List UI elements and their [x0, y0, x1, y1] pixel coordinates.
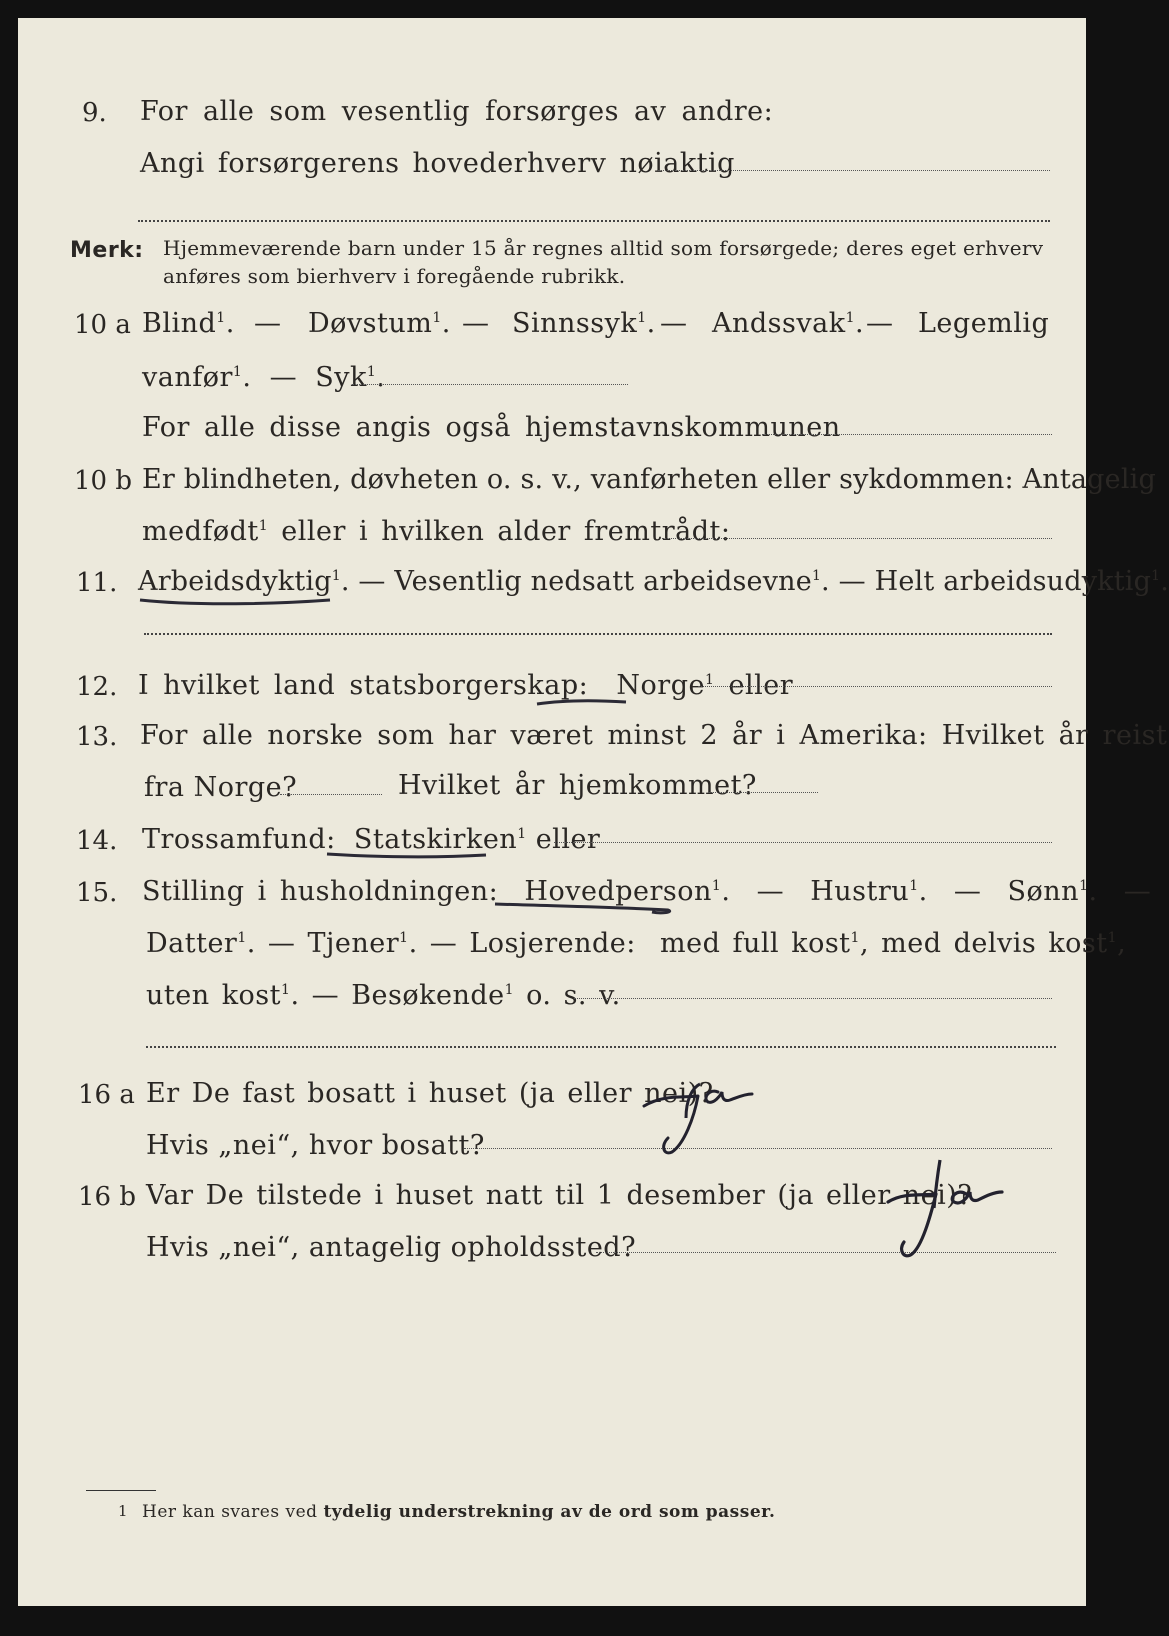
- q14-number: 14.: [76, 826, 118, 856]
- q16b-number: 16 b: [78, 1182, 136, 1212]
- dash: —: [660, 308, 688, 339]
- q10a-dovstum: Døvstum$^1$.: [308, 308, 451, 339]
- q12-norge[interactable]: Norge: [616, 670, 705, 701]
- merk-label: Merk:: [70, 238, 144, 263]
- merk-line1: Hjemmeværende barn under 15 år regnes alltid som forsørgede; deres eget erhverv: [163, 236, 1044, 260]
- q15-number: 15.: [76, 878, 118, 908]
- dash: —: [462, 308, 490, 339]
- q12-handwritten-underline: [534, 696, 630, 712]
- q13-year-left-line: [280, 794, 382, 795]
- q12-number: 12.: [76, 672, 118, 702]
- q10a-legemlig: Legemlig: [918, 308, 1050, 339]
- q10b-line1: Er blindheten, døvheten o. s. v., vanførheten eller sykdommen: Antagelig: [142, 464, 1156, 495]
- q16b-line1: Var De tilstede i huset natt til 1 desember (ja eller nei)?: [146, 1180, 973, 1211]
- q16b-line2: Hvis „nei“, antagelig opholdssted?: [146, 1232, 637, 1263]
- q16b-handwritten-answer: [874, 1138, 1014, 1268]
- q14-statskirken[interactable]: Statskirken: [353, 824, 518, 855]
- q15-line2: Datter$^1$. — Tjener$^1$. — Losjerende: med full kost$^1$, med delvis kost$^1$,: [146, 928, 1127, 959]
- q11-arbeidsdyktig[interactable]: Arbeidsdyktig: [138, 566, 332, 597]
- q10a-answer-line: [352, 384, 628, 385]
- q11-answer-line: [144, 633, 1052, 635]
- q9-line1: For alle som vesentlig forsørges av andre:: [140, 96, 774, 127]
- census-form-page: [18, 18, 1169, 1606]
- q13-line1: For alle norske som har været minst 2 år i Amerika: Hvilket år reist: [140, 720, 1168, 751]
- q15-answer-line-2: [146, 1046, 1056, 1048]
- q15-hovedperson[interactable]: Hovedperson: [524, 876, 712, 907]
- merk-line2: anføres som bierhverv i foregående rubrikk.: [163, 264, 626, 288]
- q15-line3: uten kost$^1$. — Besøkende$^1$ o. s. v.: [146, 980, 621, 1011]
- footnote-mark: 1: [118, 1502, 129, 1520]
- q9-line2: Angi forsørgerens hovederhverv nøiaktig: [140, 148, 735, 179]
- q9-answer-line-2: [138, 220, 1050, 222]
- footnote-divider: [86, 1490, 156, 1491]
- q15-line1: Stilling i husholdningen: Hovedperson$^1$. — Hustru$^1$. — Sønn$^1$. —: [142, 876, 1152, 907]
- q12-text: I hvilket land statsborgerskap: Norge$^1$ eller: [138, 670, 794, 701]
- q10b-answer-line: [662, 538, 1052, 539]
- q9-answer-line: [658, 170, 1050, 171]
- q13-year-return-line: [708, 792, 818, 793]
- q10a-line3: For alle disse angis også hjemstavnskommunen: [142, 412, 841, 443]
- q12-answer-line: [698, 686, 1052, 687]
- q10a-andssvak: Andssvak$^1$.: [712, 308, 865, 339]
- q9-number: 9.: [82, 98, 107, 128]
- footnote-text: Her kan svares ved tydelig understrekning av de ord som passer.: [142, 1502, 776, 1522]
- q14-text: Trossamfund: Statskirken$^1$ eller: [142, 824, 601, 855]
- q16a-handwritten-answer: [634, 1058, 764, 1158]
- q10a-blind: Blind$^1$.: [142, 308, 235, 339]
- q13-line2b: Hvilket år hjemkommet?: [398, 770, 757, 801]
- q16a-number: 16 a: [78, 1080, 135, 1110]
- q11-handwritten-underline: [136, 592, 336, 612]
- q10a-hjemstavn-line: [762, 434, 1052, 435]
- q16a-line1: Er De fast bosatt i huset (ja eller nei)?: [146, 1078, 714, 1109]
- q15-answer-line: [574, 998, 1052, 999]
- q16a-line2: Hvis „nei“, hvor bosatt?: [146, 1130, 485, 1161]
- dash: —: [254, 308, 282, 339]
- q11-options: Arbeidsdyktig$^1$. — Vesentlig nedsatt arbeidsevne$^1$. — Helt arbeidsudyktig$^1$.: [138, 566, 1169, 597]
- q10a-number: 10 a: [74, 310, 131, 340]
- q10a-sinnssyk: Sinnssyk$^1$.: [512, 308, 656, 339]
- q14-handwritten-underline: [324, 848, 490, 864]
- q14-answer-line: [554, 842, 1052, 843]
- q15-handwritten-underline: [492, 898, 682, 920]
- q11-number: 11.: [76, 568, 118, 598]
- q10b-line2: medfødt$^1$ eller i hvilken alder fremtrådt:: [142, 516, 731, 547]
- dash: —: [866, 308, 894, 339]
- q10a-vanfor: vanfør$^1$. — Syk$^1$.: [142, 362, 386, 393]
- q13-number: 13.: [76, 722, 118, 752]
- q10b-number: 10 b: [74, 466, 132, 496]
- q13-line2a: fra Norge?: [144, 772, 298, 803]
